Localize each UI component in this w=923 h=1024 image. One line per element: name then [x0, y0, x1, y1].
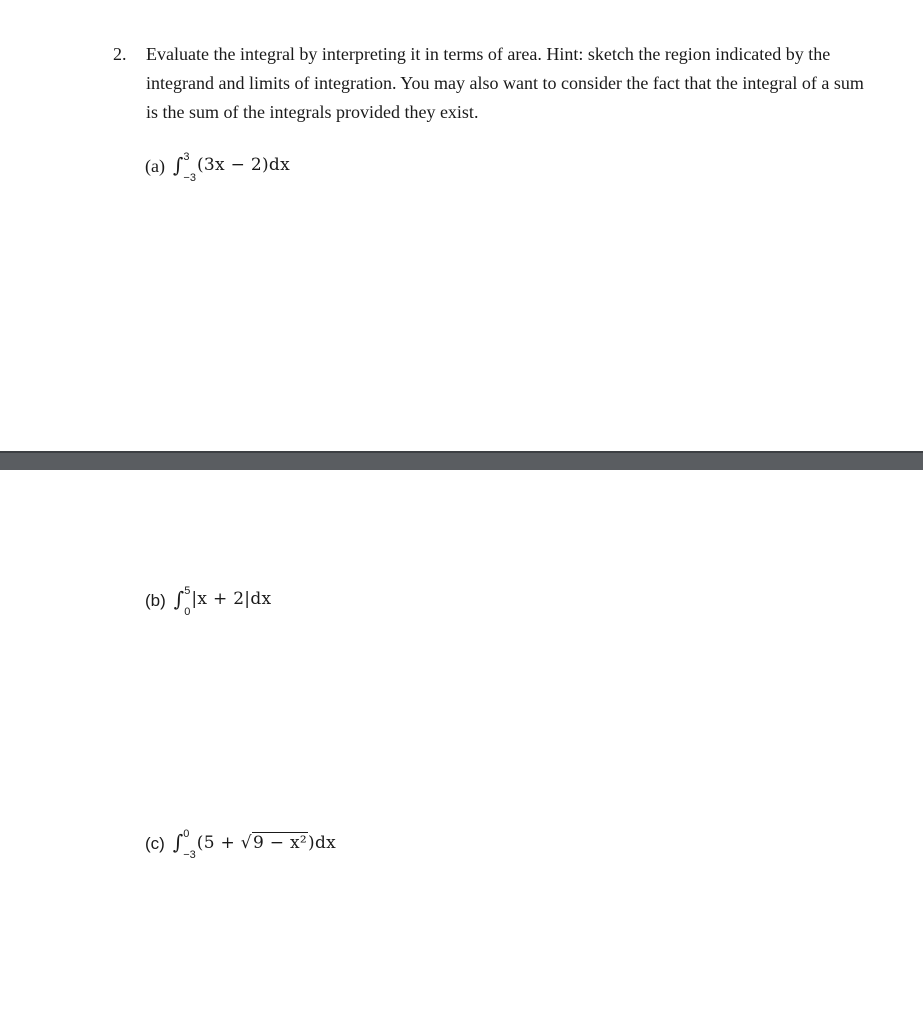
problem-number: 2. — [113, 44, 127, 64]
part-b-label: (b) — [145, 591, 166, 610]
part-b — [145, 585, 272, 618]
integral-sign-icon: ∫ — [172, 830, 184, 854]
part-b-integrand: |x + 2|dx — [191, 589, 272, 609]
part-c-integrand-close: )dx — [308, 832, 337, 853]
part-c-lower-limit: −3 — [183, 849, 196, 861]
part-b-limits — [184, 585, 191, 618]
part-a-label: (a) — [145, 156, 165, 176]
part-b-lower-limit: 0 — [184, 606, 191, 618]
part-c-integrand — [197, 832, 336, 853]
part-a — [145, 151, 290, 184]
part-a-lower-limit: −3 — [183, 172, 196, 184]
part-c — [145, 828, 337, 861]
integral-sign-icon: ∫ — [173, 587, 185, 611]
part-c-radicand: 9 − x² — [252, 832, 308, 853]
part-b-upper-limit: 5 — [184, 585, 191, 597]
part-b-integral — [173, 585, 272, 618]
part-c-label: (c) — [145, 834, 165, 853]
problem-instructions: Evaluate the integral by interpreting it in terms of area. Hint: sketch the region indicated by the integrand and limits of integration. You may also want to consider the fact that the integral of a sum is the sum of the integrals provided they exist. — [146, 44, 864, 122]
part-a-limits — [183, 151, 196, 184]
part-c-integrand-open: (5 + √ — [196, 832, 252, 853]
part-c-limits — [183, 828, 196, 861]
part-c-integral — [172, 828, 337, 861]
part-a-integral — [172, 151, 290, 184]
integral-sign-icon: ∫ — [172, 153, 184, 177]
part-c-upper-limit: 0 — [183, 828, 190, 840]
part-a-upper-limit: 3 — [183, 151, 190, 163]
part-a-integrand: (3x − 2)dx — [196, 155, 290, 175]
page-divider — [0, 451, 923, 470]
